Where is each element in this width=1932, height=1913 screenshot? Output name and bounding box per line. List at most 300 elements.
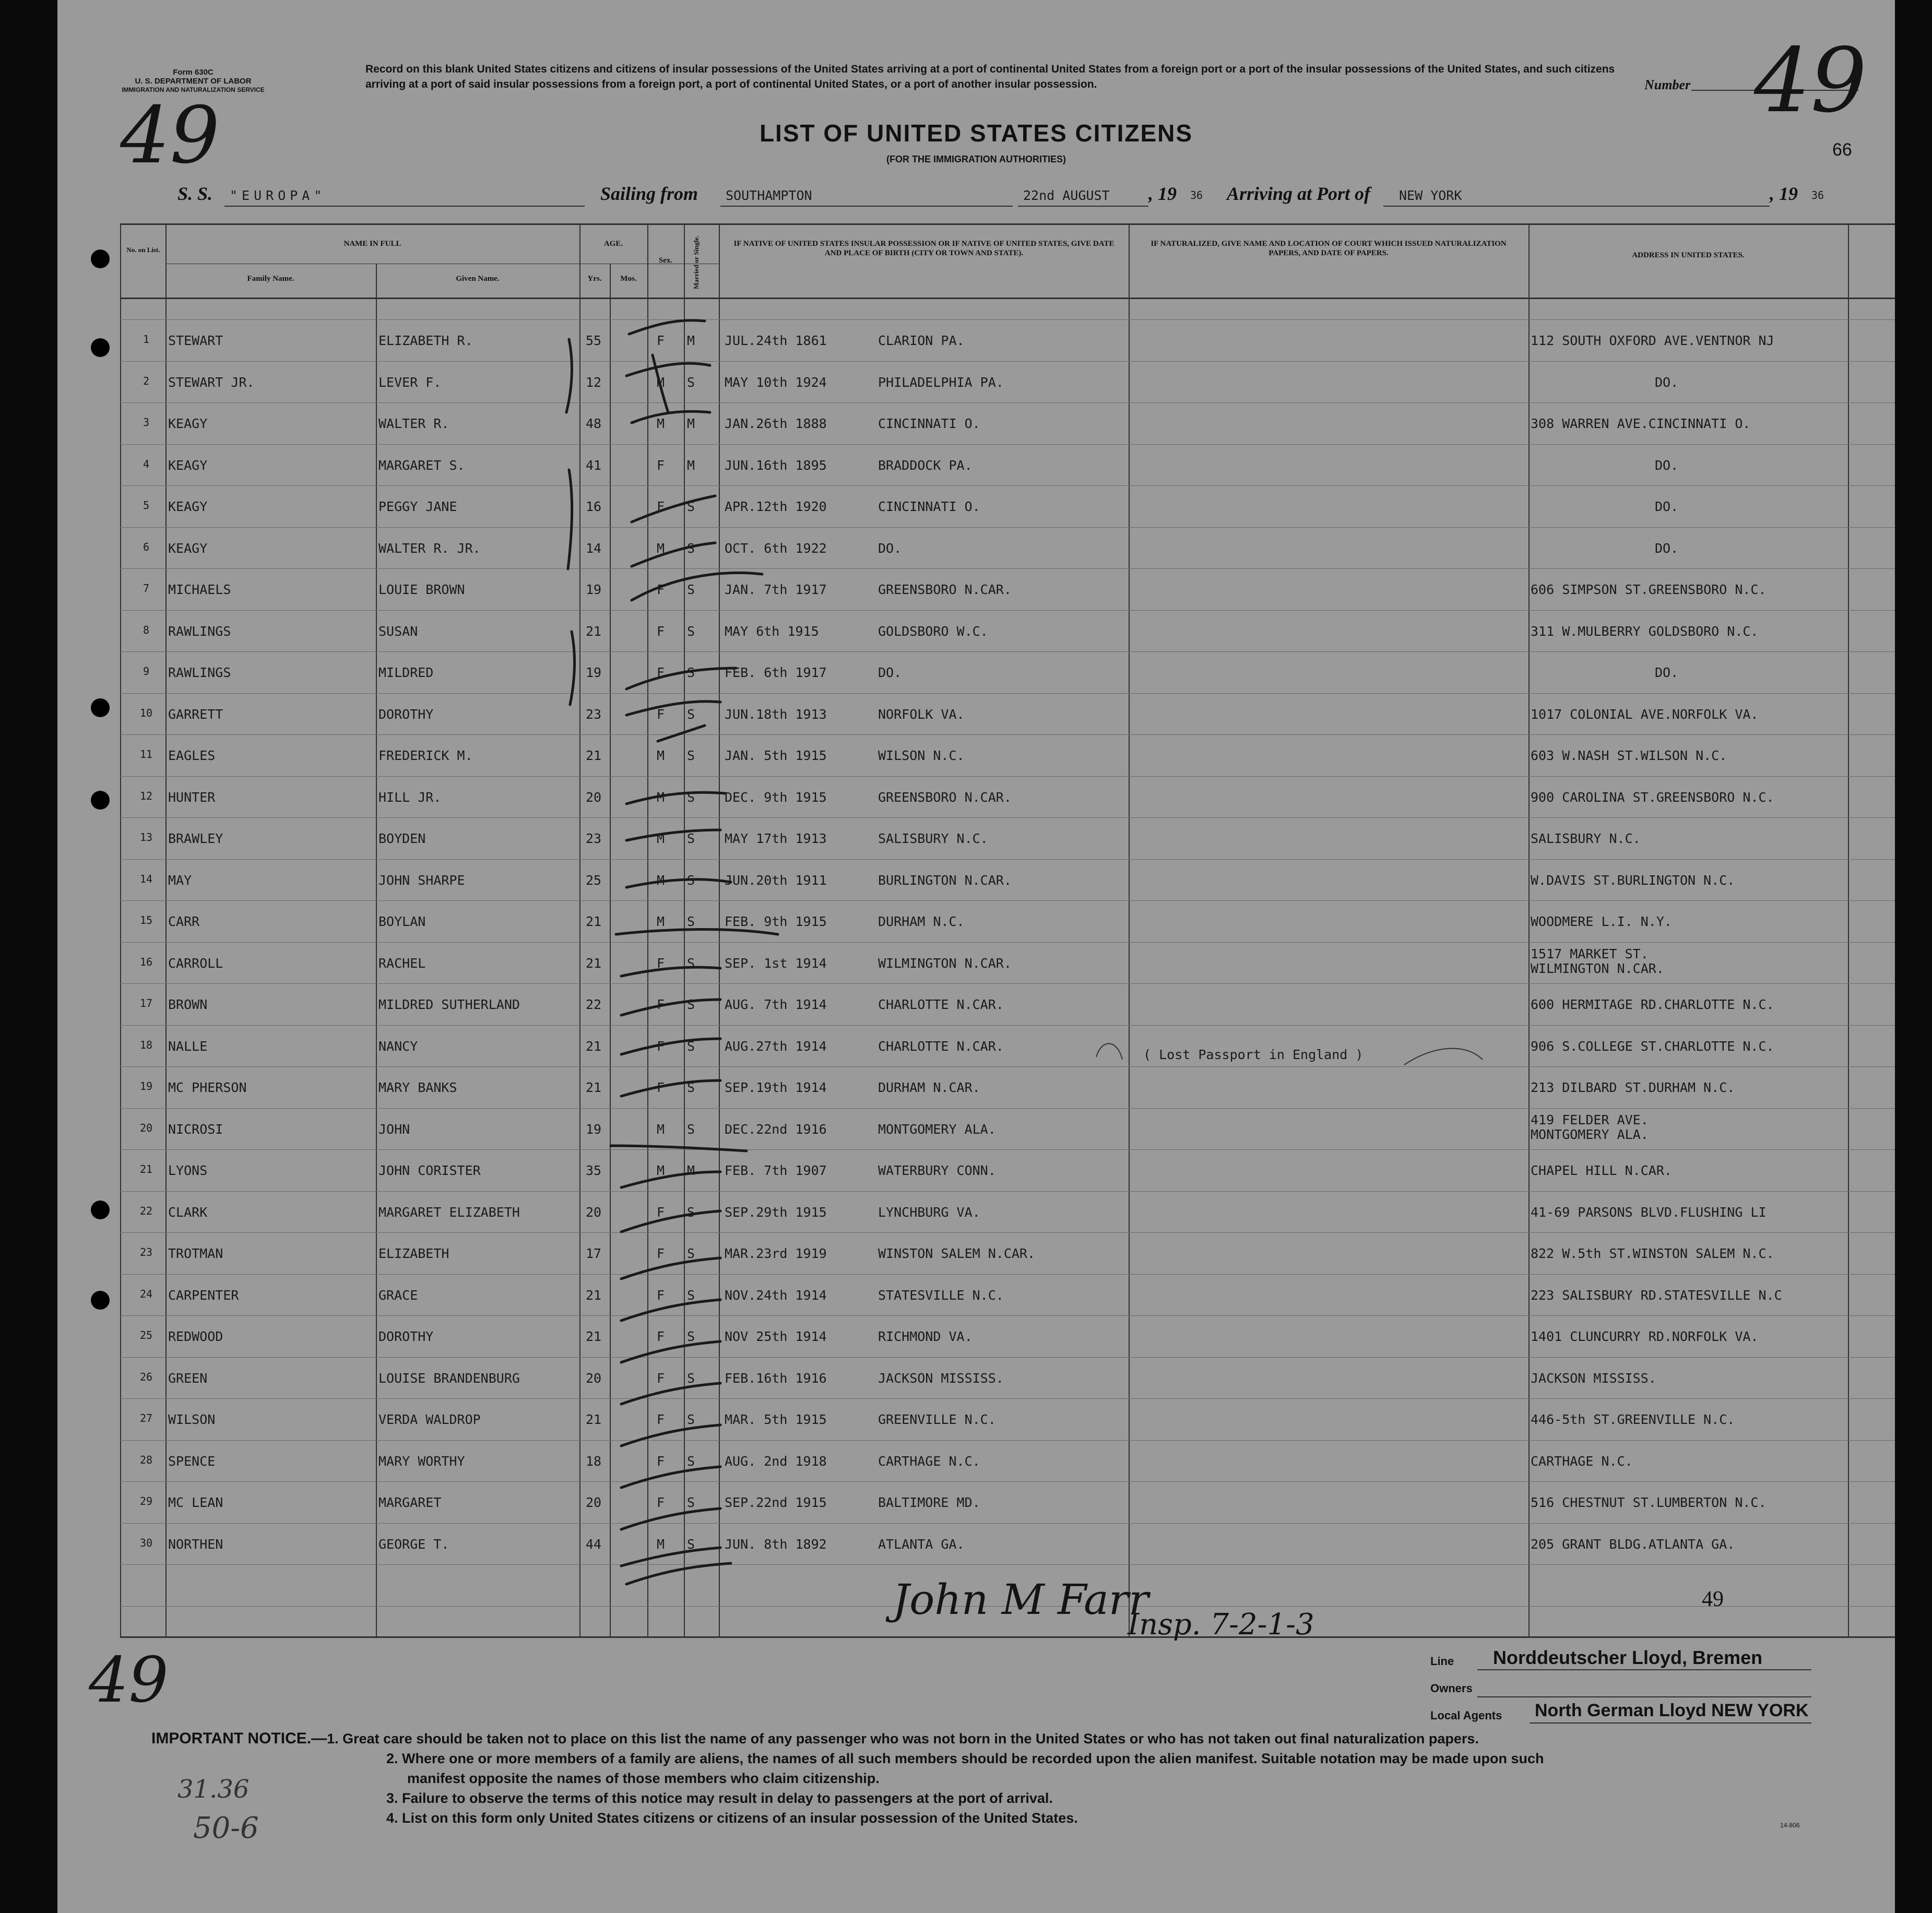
port-to: NEW YORK [1399, 188, 1462, 203]
cell-family-name: STEWART JR. [168, 374, 255, 390]
number-label: Number [1644, 77, 1691, 92]
cell-no: 17 [139, 997, 153, 1009]
cell-age-yrs: 21 [586, 1287, 602, 1303]
cell-sex: M [657, 374, 665, 390]
cell-no: 1 [143, 333, 150, 346]
cell-given-name: LEVER F. [378, 374, 442, 390]
tick-mark [626, 702, 720, 715]
header-sex: Sex. [658, 256, 673, 265]
sailing-date: 22nd AUGUST [1023, 188, 1110, 203]
sailing-from-label: Sailing from [600, 183, 698, 204]
header-no: No. on List. [126, 246, 160, 254]
header-married-single: Married or Single. [692, 235, 700, 289]
cell-address: DO. [1655, 665, 1679, 680]
cell-address-line-2: WILMINGTON N.CAR. [1531, 960, 1664, 976]
cell-no: 15 [139, 914, 153, 926]
notice-2b: manifest opposite the names of those members who claim citizenship. [407, 1771, 880, 1786]
cell-birth-date: AUG. 2nd 1918 [725, 1453, 827, 1469]
cell-given-name: NANCY [378, 1038, 418, 1054]
cell-given-name: LOUIE BROWN [378, 582, 465, 597]
cell-married-single: S [687, 1204, 695, 1220]
cell-birth-place: NORFOLK VA. [878, 706, 965, 722]
cell-no: 20 [139, 1121, 153, 1134]
pencil-note-2: 50-6 [193, 1811, 259, 1845]
tick-mark [611, 1146, 746, 1151]
line-underline [1477, 1669, 1811, 1670]
cell-birth-date: JAN.26th 1888 [725, 416, 827, 431]
cell-family-name: MC PHERSON [168, 1080, 247, 1095]
cell-address: DO. [1655, 499, 1679, 514]
cell-married-single: S [687, 872, 695, 888]
cell-age-yrs: 16 [586, 499, 602, 514]
cell-birth-date: MAR. 5th 1915 [725, 1412, 827, 1427]
cell-age-yrs: 55 [586, 333, 602, 348]
cell-sex: F [657, 1204, 665, 1220]
cell-birth-date: JUN.16th 1895 [725, 457, 827, 473]
cell-married-single: S [687, 997, 695, 1012]
cell-birth-place: GREENSBORO N.CAR. [878, 582, 1012, 597]
cell-birth-date: JUL.24th 1861 [725, 333, 827, 348]
cell-birth-date: MAY 6th 1915 [725, 623, 819, 639]
cell-age-yrs: 17 [586, 1246, 602, 1261]
cell-birth-date: FEB. 6th 1917 [725, 665, 827, 680]
cell-age-yrs: 14 [586, 540, 602, 556]
cell-address: DO. [1655, 457, 1679, 473]
owners-underline [1477, 1696, 1811, 1697]
cell-birth-place: DO. [878, 665, 902, 680]
cell-no: 4 [143, 457, 150, 470]
cell-no: 24 [139, 1287, 153, 1300]
form-service: IMMIGRATION AND NATURALIZATION SERVICE [122, 86, 265, 93]
cell-married-single: S [687, 831, 695, 846]
cell-given-name: ELIZABETH R. [378, 333, 473, 348]
cell-birth-place: BRADDOCK PA. [878, 457, 973, 473]
cell-given-name: MARGARET [378, 1495, 442, 1510]
cell-birth-place: DURHAM N.CAR. [878, 1080, 980, 1095]
cell-family-name: BROWN [168, 997, 208, 1012]
cell-given-name: DOROTHY [378, 706, 434, 722]
cell-sex: F [657, 1246, 665, 1261]
cell-age-yrs: 21 [586, 1080, 602, 1095]
check-mark [570, 632, 575, 705]
handwritten-66: 66 [1832, 140, 1852, 160]
tick-mark [621, 1211, 720, 1232]
cell-birth-place: CINCINNATI O. [878, 499, 980, 514]
cell-birth-date: MAR.23rd 1919 [725, 1246, 827, 1261]
cell-family-name: RAWLINGS [168, 623, 231, 639]
cell-sex: F [657, 1370, 665, 1386]
cell-address: 223 SALISBURY RD.STATESVILLE N.C [1531, 1287, 1782, 1303]
cell-sex: F [657, 1038, 665, 1054]
print-code: 14-806 [1780, 1822, 1800, 1829]
cell-no: 8 [143, 623, 150, 636]
handwritten-number-bottom-left: 49 [89, 1644, 169, 1717]
cell-given-name: PEGGY JANE [378, 499, 457, 514]
cell-address: 1401 CLUNCURRY RD.NORFOLK VA. [1531, 1329, 1759, 1344]
cell-sex: M [657, 789, 665, 805]
cell-sex: F [657, 582, 665, 597]
cell-married-single: M [687, 457, 695, 473]
header-given-name: Given Name. [456, 275, 500, 283]
cell-no: 3 [143, 416, 150, 429]
cell-married-single: S [687, 582, 695, 597]
cell-given-name: GEORGE T. [378, 1536, 449, 1552]
cell-birth-date: JUN. 8th 1892 [725, 1536, 827, 1552]
cell-family-name: BRAWLEY [168, 831, 223, 846]
cell-given-name: HILL JR. [378, 789, 442, 805]
cell-married-single: S [687, 1412, 695, 1427]
cell-age-yrs: 22 [586, 997, 602, 1012]
cell-sex: F [657, 706, 665, 722]
cell-birth-place: ATLANTA GA. [878, 1536, 965, 1552]
cell-married-single: S [687, 499, 695, 514]
cell-address: 308 WARREN AVE.CINCINNATI O. [1531, 416, 1751, 431]
cell-age-yrs: 18 [586, 1453, 602, 1469]
cell-given-name: ELIZABETH [378, 1246, 449, 1261]
cell-no: 22 [139, 1204, 153, 1217]
tick-mark [626, 830, 720, 840]
cell-birth-date: FEB. 9th 1915 [725, 914, 827, 929]
tick-mark [621, 1383, 720, 1404]
cell-family-name: NORTHEN [168, 1536, 223, 1552]
check-mark [566, 339, 572, 412]
cell-birth-date: JUN.20th 1911 [725, 872, 827, 888]
cell-sex: F [657, 333, 665, 348]
cell-address: CHAPEL HILL N.CAR. [1531, 1163, 1672, 1178]
cell-sex: F [657, 955, 665, 971]
cell-family-name: EAGLES [168, 748, 216, 763]
cell-no: 21 [139, 1163, 153, 1175]
cell-no: 23 [139, 1246, 153, 1258]
cell-married-single: S [687, 540, 695, 556]
cell-birth-place: BALTIMORE MD. [878, 1495, 980, 1510]
cell-birth-date: DEC. 9th 1915 [725, 789, 827, 805]
cell-age-yrs: 19 [586, 1121, 602, 1137]
cell-age-yrs: 35 [586, 1163, 602, 1178]
manifest-sheet [57, 0, 1895, 1913]
cell-birth-date: SEP.29th 1915 [725, 1204, 827, 1220]
cell-given-name: WALTER R. JR. [378, 540, 481, 556]
cell-birth-place: JACKSON MISSISS. [878, 1370, 1004, 1386]
cell-birth-place: WILMINGTON N.CAR. [878, 955, 1012, 971]
year-to: 36 [1811, 189, 1824, 201]
cell-birth-place: DURHAM N.C. [878, 914, 965, 929]
header-mos: Mos. [620, 275, 637, 283]
cell-birth-date: MAY 10th 1924 [725, 374, 827, 390]
important-notice [151, 1729, 1874, 1828]
cell-family-name: KEAGY [168, 540, 208, 556]
cell-birth-place: PHILADELPHIA PA. [878, 374, 1004, 390]
cell-age-yrs: 44 [586, 1536, 602, 1552]
cell-family-name: GARRETT [168, 706, 223, 722]
tick-mark [626, 880, 731, 887]
cell-age-yrs: 21 [586, 914, 602, 929]
tick-mark [621, 1341, 720, 1362]
header-age: AGE. [603, 240, 623, 248]
page-title: LIST OF UNITED STATES CITIZENS [759, 120, 1193, 147]
cell-address: 516 CHESTNUT ST.LUMBERTON N.C. [1531, 1495, 1767, 1510]
cell-address: 112 SOUTH OXFORD AVE.VENTNOR NJ [1531, 333, 1774, 348]
cell-given-name: BOYLAN [378, 914, 426, 929]
cell-address: 41-69 PARSONS BLVD.FLUSHING LI [1531, 1204, 1767, 1220]
intro-text: Record on this blank United States citizens and citizens of insular possessions of the United States arriving at a port of continental United States from a foreign port or a port of the insular possessions of the United States, and such citizens arriving at a port of said insular possessions from a foreign port, a port of continental United States, or a port of another insular possession. [365, 63, 1615, 90]
cell-birth-place: WINSTON SALEM N.CAR. [878, 1246, 1036, 1261]
cell-given-name: SUSAN [378, 623, 418, 639]
cell-married-single: S [687, 1246, 695, 1261]
year-from: 36 [1190, 189, 1203, 201]
cell-married-single: S [687, 665, 695, 680]
cell-given-name: MARGARET ELIZABETH [378, 1204, 520, 1220]
notice-3: 3. Failure to observe the terms of this notice may result in delay to passengers at the port of arrival. [386, 1790, 1053, 1806]
cell-family-name: LYONS [168, 1163, 208, 1178]
tick-mark [621, 1080, 720, 1096]
ship-name: "EUROPA" [230, 188, 326, 203]
tick-mark [632, 496, 715, 522]
cell-family-name: RAWLINGS [168, 665, 231, 680]
cell-age-yrs: 20 [586, 1495, 602, 1510]
cell-given-name: JOHN CORISTER [378, 1163, 481, 1178]
cell-given-name: WALTER R. [378, 416, 449, 431]
cell-given-name: FREDERICK M. [378, 748, 473, 763]
cell-married-single: S [687, 623, 695, 639]
cell-family-name: HUNTER [168, 789, 216, 805]
pencil-note-1: 31.36 [177, 1775, 250, 1804]
check-mark [568, 470, 572, 569]
cell-address: 419 FELDER AVE. [1531, 1112, 1649, 1127]
cell-sex: M [657, 416, 665, 431]
cell-family-name: CARPENTER [168, 1287, 239, 1303]
cell-no: 25 [139, 1329, 153, 1341]
tick-mark [632, 573, 762, 600]
cell-birth-place: CARTHAGE N.C. [878, 1453, 980, 1469]
cell-address: 205 GRANT BLDG.ATLANTA GA. [1531, 1536, 1735, 1552]
cell-sex: F [657, 1329, 665, 1344]
cell-birth-date: SEP.22nd 1915 [725, 1495, 827, 1510]
cell-sex: F [657, 1495, 665, 1510]
cell-family-name: NALLE [168, 1038, 208, 1054]
cell-no: 30 [139, 1536, 153, 1549]
arriving-label: Arriving at Port of [1227, 183, 1371, 204]
cell-family-name: MAY [168, 872, 192, 888]
cell-family-name: CLARK [168, 1204, 208, 1220]
cell-given-name: MARY WORTHY [378, 1453, 465, 1469]
cell-married-single: S [687, 1495, 695, 1510]
cell-sex: M [657, 914, 665, 929]
cell-no: 2 [143, 374, 150, 387]
page-number-mark: 49 [1702, 1587, 1724, 1611]
cell-married-single: S [687, 1329, 695, 1344]
cell-given-name: GRACE [378, 1287, 418, 1303]
cell-married-single: S [687, 1370, 695, 1386]
handwritten-number-top-left: 49 [120, 90, 220, 181]
naturalization-note: ( Lost Passport in England ) [1143, 1047, 1364, 1062]
cell-no: 16 [139, 955, 153, 968]
cell-birth-place: RICHMOND VA. [878, 1329, 973, 1344]
cell-age-yrs: 23 [586, 706, 602, 722]
cell-birth-place: GREENSBORO N.CAR. [878, 789, 1012, 805]
cell-given-name: MARY BANKS [378, 1080, 457, 1095]
cell-no: 13 [139, 831, 153, 843]
cell-married-single: M [687, 333, 695, 348]
cell-no: 26 [139, 1370, 153, 1383]
cell-given-name: MARGARET S. [378, 457, 465, 473]
cell-sex: M [657, 1121, 665, 1137]
cell-address: 822 W.5th ST.WINSTON SALEM N.C. [1531, 1246, 1774, 1261]
cell-birth-date: DEC.22nd 1916 [725, 1121, 827, 1137]
cell-birth-place: GREENVILLE N.C. [878, 1412, 996, 1427]
cell-age-yrs: 12 [586, 374, 602, 390]
tick-mark [653, 355, 668, 412]
cell-age-yrs: 20 [586, 789, 602, 805]
tick-mark [658, 726, 705, 741]
pencil-mark [1096, 1043, 1122, 1060]
cell-birth-date: FEB. 7th 1907 [725, 1163, 827, 1178]
tick-mark [621, 1258, 720, 1279]
tick-mark [626, 363, 710, 376]
cell-married-single: S [687, 1287, 695, 1303]
cell-address: W.DAVIS ST.BURLINGTON N.C. [1531, 872, 1735, 888]
cell-family-name: WILSON [168, 1412, 216, 1427]
cell-age-yrs: 21 [586, 1038, 602, 1054]
cell-married-single: S [687, 955, 695, 971]
cell-sex: F [657, 1412, 665, 1427]
cell-birth-place: MONTGOMERY ALA. [878, 1121, 996, 1137]
cell-sex: M [657, 1536, 665, 1552]
cell-birth-date: JUN.18th 1913 [725, 706, 827, 722]
cell-age-yrs: 21 [586, 748, 602, 763]
cell-age-yrs: 21 [586, 955, 602, 971]
cell-no: 12 [139, 789, 153, 802]
form-department: U. S. DEPARTMENT OF LABOR [135, 77, 252, 86]
line-label: Line [1430, 1655, 1454, 1668]
pencil-mark [1404, 1049, 1483, 1065]
tick-mark [621, 1000, 720, 1015]
cell-address: 1517 MARKET ST. [1531, 946, 1649, 961]
cell-given-name: JOHN [378, 1121, 410, 1137]
year-prefix-2: , 19 [1770, 183, 1798, 204]
tick-mark [626, 668, 736, 689]
cell-birth-place: WATERBURY CONN. [878, 1163, 996, 1178]
cell-given-name: BOYDEN [378, 831, 426, 846]
cell-birth-date: AUG. 7th 1914 [725, 997, 827, 1012]
tick-mark [621, 1300, 720, 1321]
tick-mark [621, 1467, 720, 1488]
cell-birth-date: NOV 25th 1914 [725, 1329, 827, 1344]
cell-age-yrs: 21 [586, 623, 602, 639]
cell-no: 14 [139, 872, 153, 885]
cell-no: 10 [139, 706, 153, 719]
cell-address: DO. [1655, 540, 1679, 556]
tick-mark [632, 411, 710, 423]
agents-label: Local Agents [1430, 1709, 1502, 1722]
cell-sex: M [657, 831, 665, 846]
cell-no: 19 [139, 1080, 153, 1092]
inspector-note: Insp. 7-2-1-3 [1128, 1608, 1314, 1642]
port-from: SOUTHAMPTON [726, 188, 812, 203]
cell-age-yrs: 41 [586, 457, 602, 473]
cell-birth-date: JAN. 5th 1915 [725, 748, 827, 763]
cell-birth-place: WILSON N.C. [878, 748, 965, 763]
cell-sex: F [657, 1453, 665, 1469]
cell-birth-place: LYNCHBURG VA. [878, 1204, 980, 1220]
tick-mark [626, 789, 726, 805]
cell-birth-date: SEP.19th 1914 [725, 1080, 827, 1095]
cell-family-name: KEAGY [168, 416, 208, 431]
owners-label: Owners [1430, 1682, 1473, 1695]
cell-address: WOODMERE L.I. N.Y. [1531, 914, 1672, 929]
cell-no: 28 [139, 1453, 153, 1466]
cell-family-name: SPENCE [168, 1453, 216, 1469]
cell-age-yrs: 19 [586, 582, 602, 597]
page-subtitle: (FOR THE IMMIGRATION AUTHORITIES) [886, 154, 1066, 164]
cell-birth-place: GOLDSBORO W.C. [878, 623, 988, 639]
tick-mark [621, 1508, 720, 1529]
cell-no: 7 [143, 582, 150, 595]
cell-address: 1017 COLONIAL AVE.NORFOLK VA. [1531, 706, 1759, 722]
cell-birth-date: AUG.27th 1914 [725, 1038, 827, 1054]
inspector-signature: John M Farr [893, 1575, 1149, 1624]
cell-age-yrs: 20 [586, 1204, 602, 1220]
cell-birth-place: CINCINNATI O. [878, 416, 980, 431]
cell-no: 9 [143, 665, 150, 678]
cell-married-single: S [687, 748, 695, 763]
cell-no: 29 [139, 1495, 153, 1507]
cell-address-line-2: MONTGOMERY ALA. [1531, 1126, 1649, 1142]
agents-value: North German Lloyd NEW YORK [1535, 1701, 1809, 1720]
cell-married-single: S [687, 1536, 695, 1552]
cell-address: 906 S.COLLEGE ST.CHARLOTTE N.C. [1531, 1038, 1774, 1054]
cell-no: 6 [143, 540, 150, 553]
notice-1: 1. Great care should be taken not to place on this list the name of any passenger who was not born in the United States or who has not taken out final naturalization papers. [327, 1731, 1479, 1746]
cell-address: 213 DILBARD ST.DURHAM N.C. [1531, 1080, 1735, 1095]
cell-given-name: VERDA WALDROP [378, 1412, 481, 1427]
tick-mark [621, 1425, 720, 1446]
tick-mark [626, 1563, 731, 1584]
cell-sex: M [657, 1163, 665, 1178]
cell-sex: M [657, 540, 665, 556]
cell-address: JACKSON MISSISS. [1531, 1370, 1656, 1386]
cell-birth-date: JAN. 7th 1917 [725, 582, 827, 597]
cell-birth-date: OCT. 6th 1922 [725, 540, 827, 556]
cell-given-name: LOUISE BRANDENBURG [378, 1370, 520, 1386]
line-value: Norddeutscher Lloyd, Bremen [1493, 1647, 1763, 1668]
cell-given-name: MILDRED SUTHERLAND [378, 997, 520, 1012]
cell-birth-date: APR.12th 1920 [725, 499, 827, 514]
cell-birth-date: SEP. 1st 1914 [725, 955, 827, 971]
cell-sex: M [657, 872, 665, 888]
cell-family-name: MICHAELS [168, 582, 231, 597]
header-yrs: Yrs. [587, 275, 602, 283]
cell-age-yrs: 20 [586, 1370, 602, 1386]
cell-birth-place: SALISBURY N.C. [878, 831, 988, 846]
cell-address: 603 W.NASH ST.WILSON N.C. [1531, 748, 1727, 763]
tick-mark [629, 320, 705, 334]
cell-family-name: REDWOOD [168, 1329, 223, 1344]
header-name-in-full: NAME IN FULL [343, 240, 401, 248]
cell-married-single: S [687, 374, 695, 390]
cell-address: CARTHAGE N.C. [1531, 1453, 1633, 1469]
cell-no: 11 [139, 748, 153, 761]
cell-address: 600 HERMITAGE RD.CHARLOTTE N.C. [1531, 997, 1774, 1012]
cell-age-yrs: 23 [586, 831, 602, 846]
header-naturalized: IF NATURALIZED, GIVE NAME AND LOCATION OF COURT WHICH ISSUED NATURALIZATION PAPERS, AND DATE OF PAPERS. [1151, 240, 1507, 257]
cell-no: 18 [139, 1038, 153, 1051]
cell-no: 27 [139, 1412, 153, 1424]
cell-given-name: DOROTHY [378, 1329, 434, 1344]
cell-family-name: MC LEAN [168, 1495, 223, 1510]
cell-age-yrs: 25 [586, 872, 602, 888]
cell-family-name: KEAGY [168, 499, 208, 514]
